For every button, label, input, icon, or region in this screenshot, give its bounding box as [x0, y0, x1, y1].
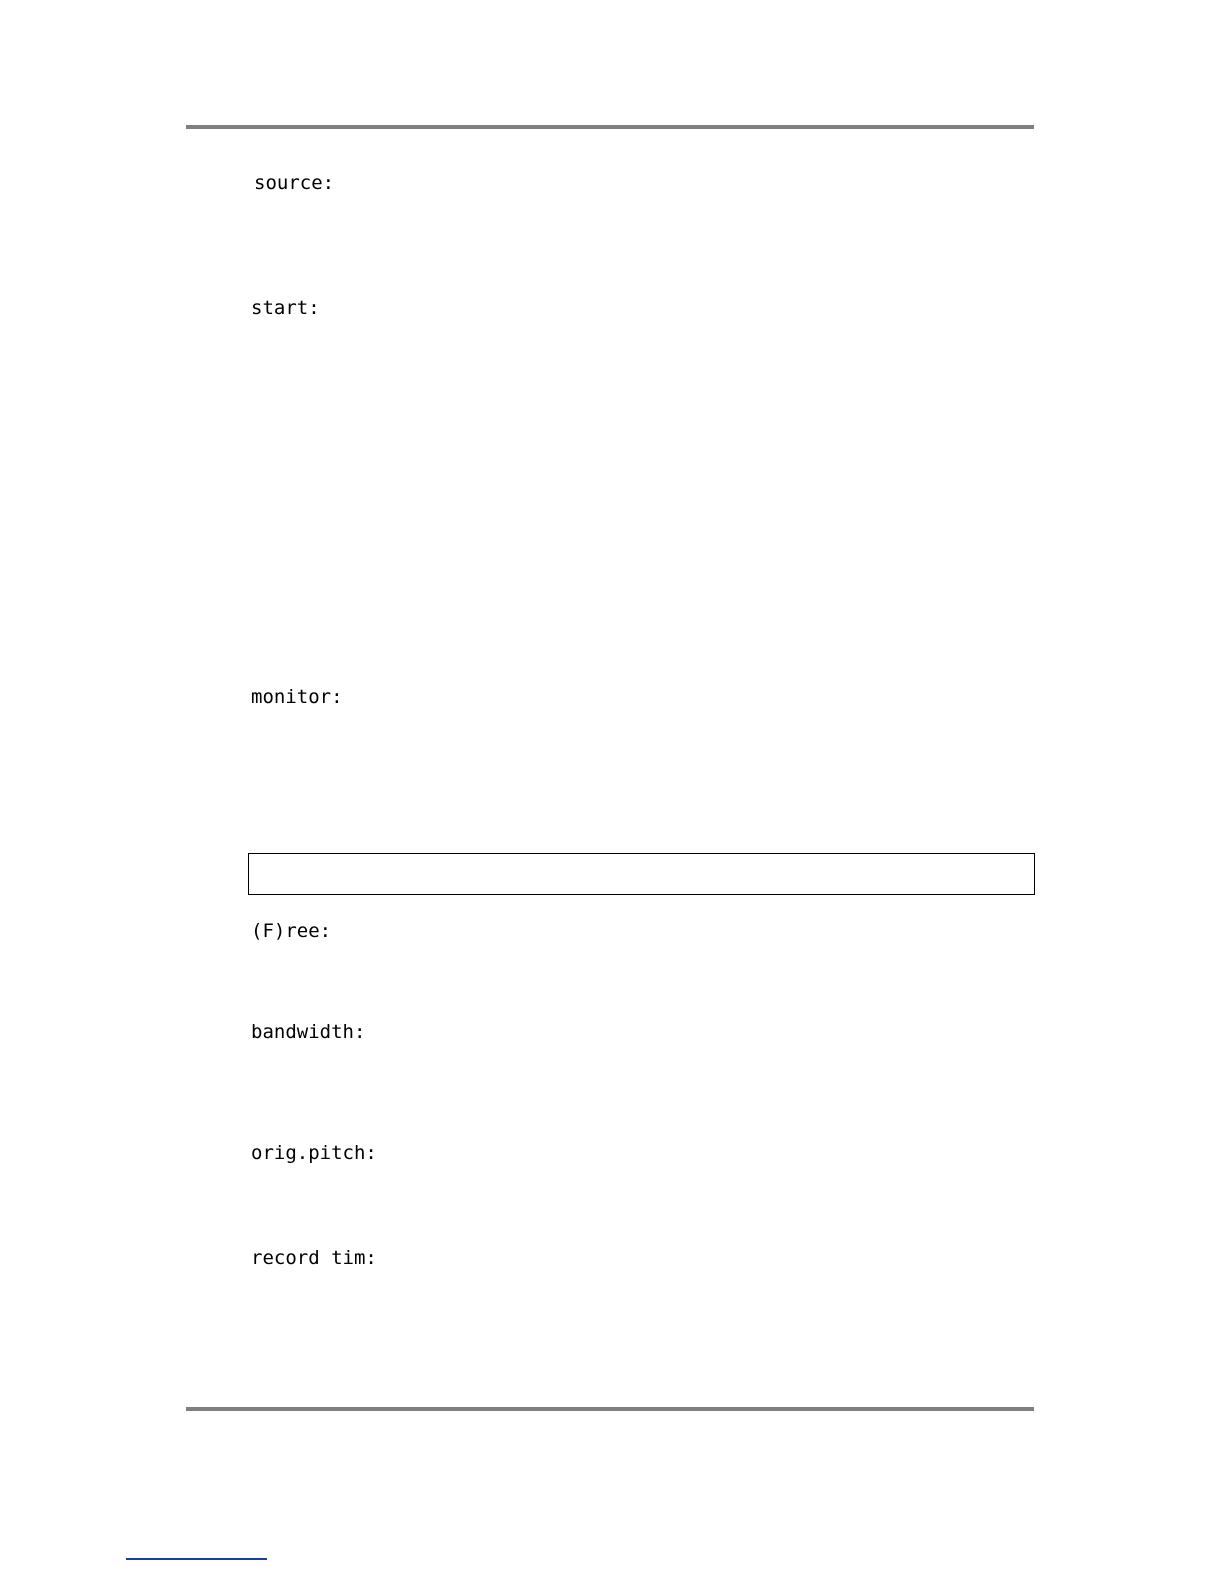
footer-link-underline[interactable] [126, 1558, 267, 1560]
monitor-label: monitor: [251, 686, 343, 708]
start-label: start: [251, 297, 320, 319]
footer-rule [186, 1407, 1034, 1411]
header-rule [186, 125, 1034, 129]
note-box [248, 853, 1035, 895]
bandwidth-label: bandwidth: [251, 1021, 366, 1043]
source-label: source: [254, 172, 335, 194]
record-time-label: record tim: [251, 1247, 377, 1269]
free-label: (F)ree: [251, 920, 332, 942]
orig-pitch-label: orig.pitch: [251, 1142, 377, 1164]
